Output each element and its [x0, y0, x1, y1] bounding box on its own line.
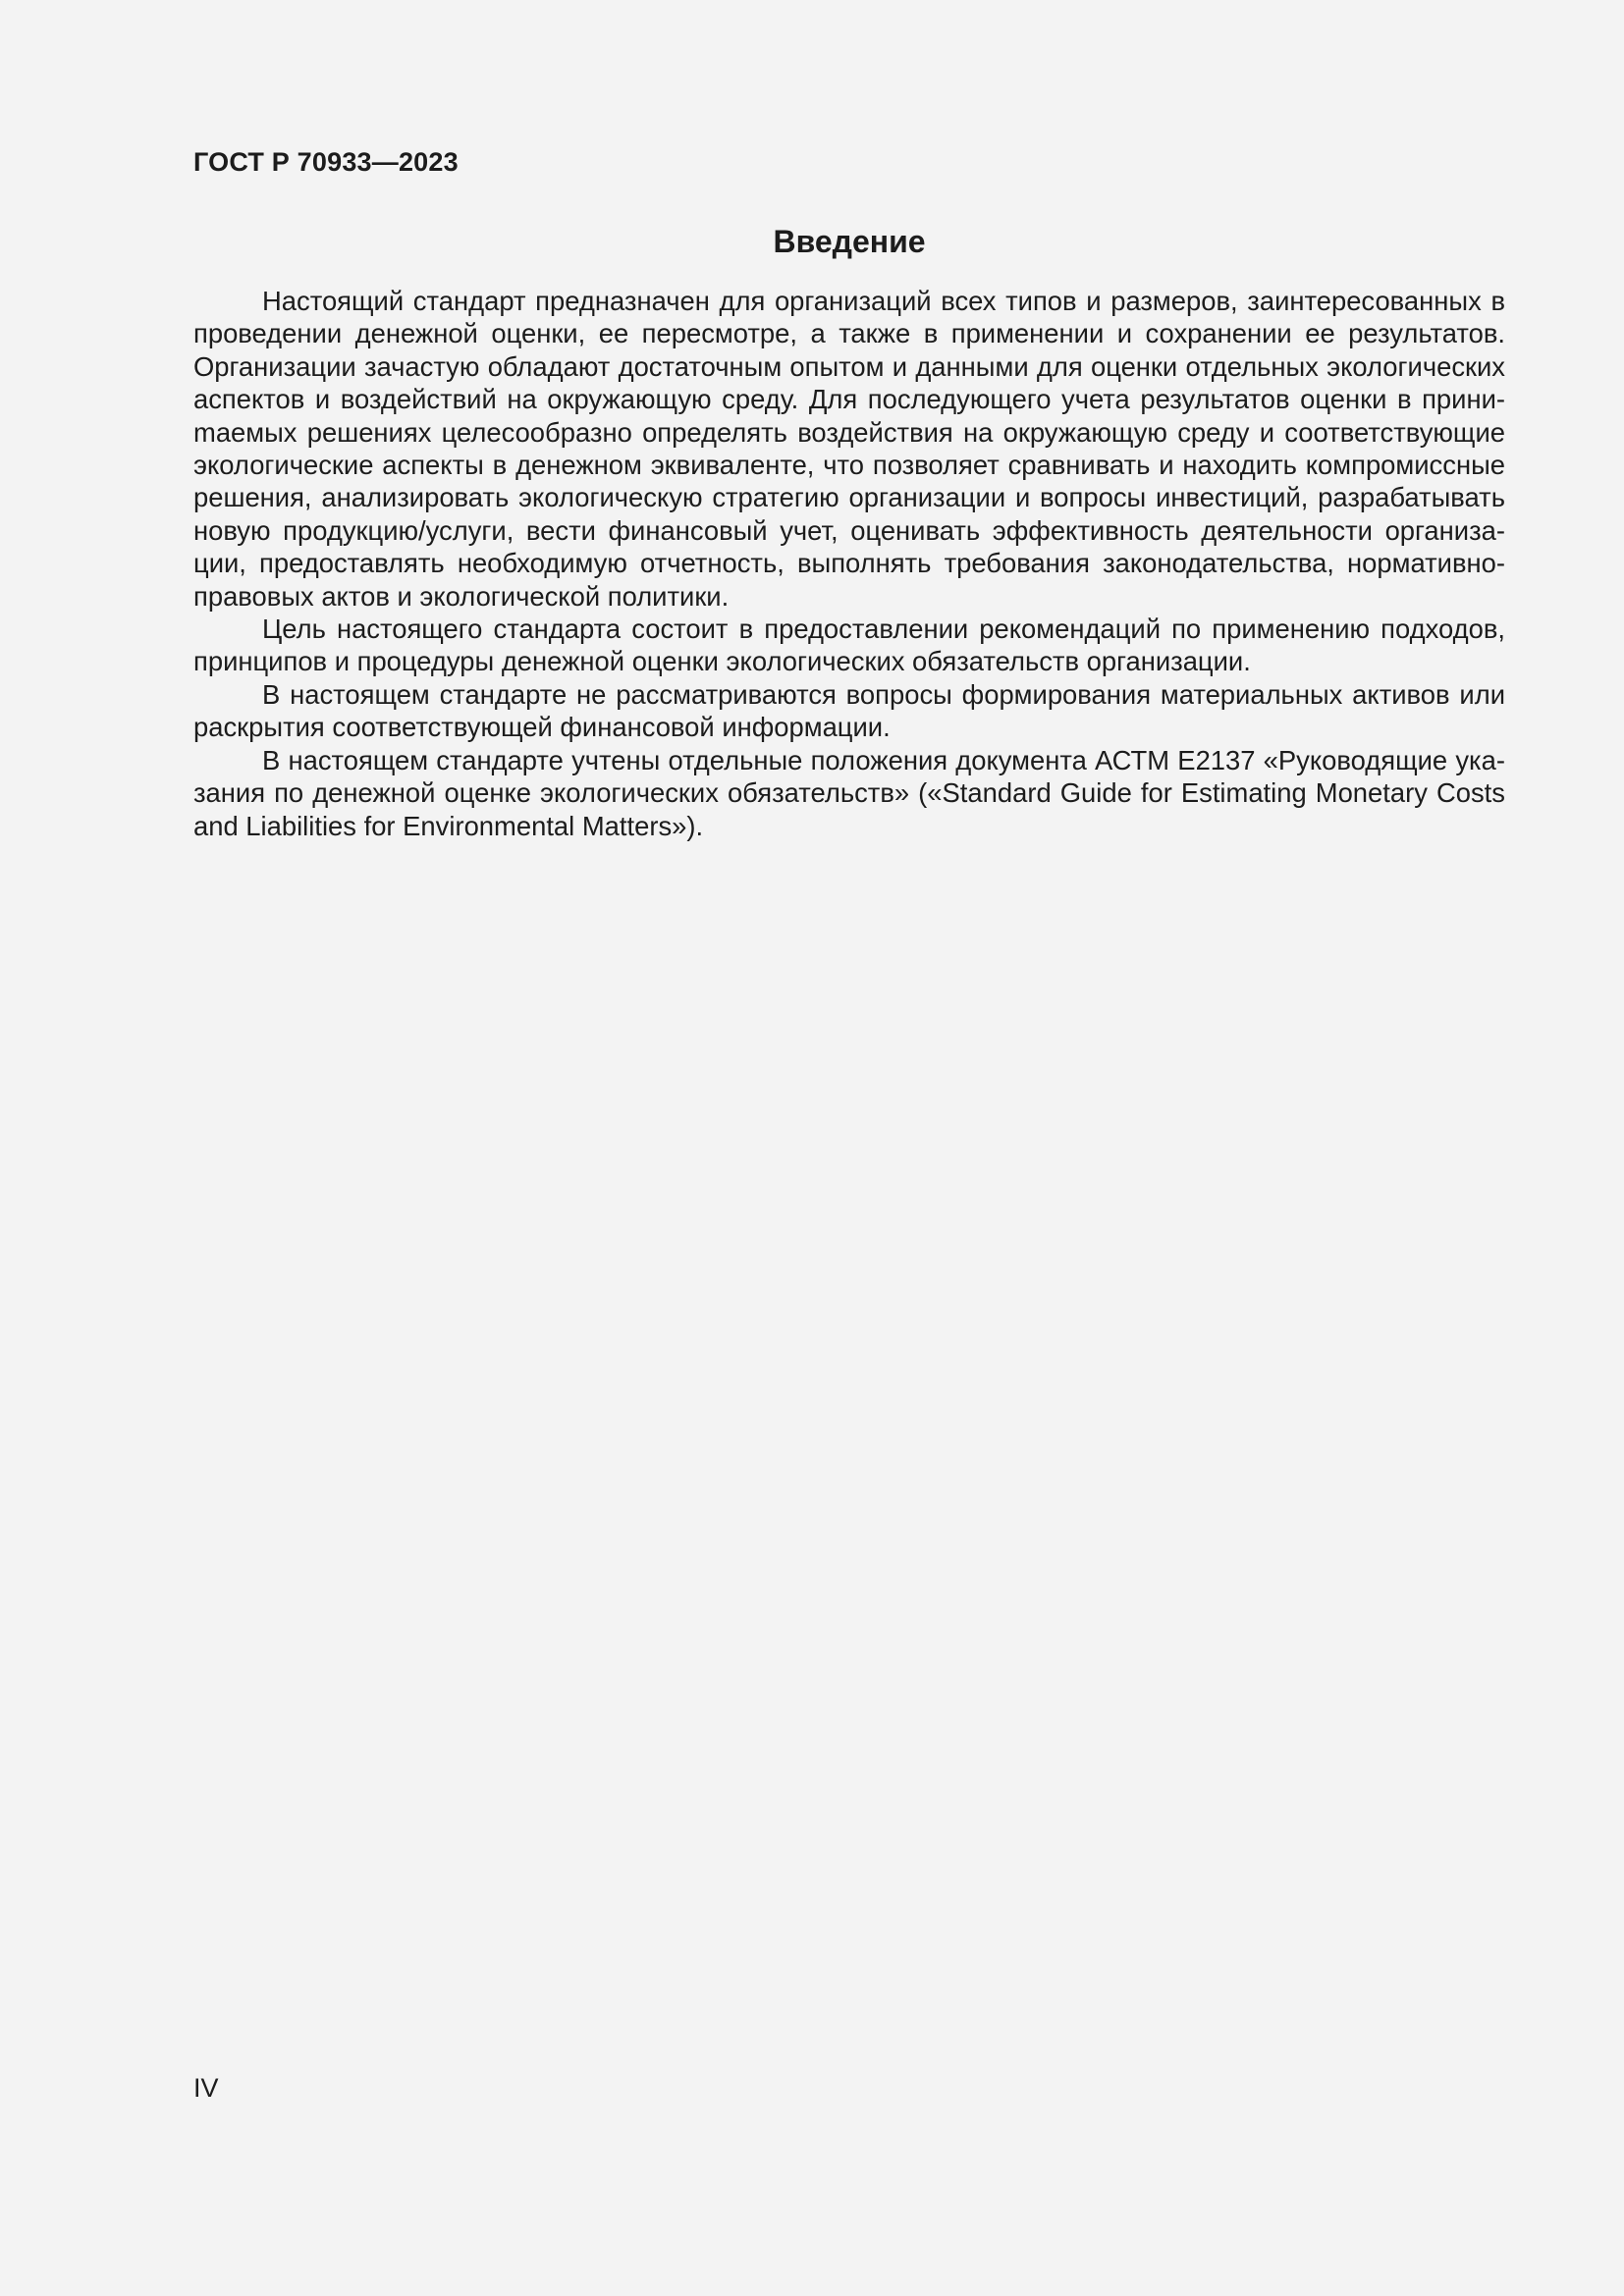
paragraph: Настоящий стандарт предназначен для организаций всех типов и размеров, заинтересованных в проведении денежной оценки, ее пересмотре, а также в применении и сохранении ее результатов. Организации зачастую обладают достаточным опытом и данными для оценки отдельных экологических аспектов и воздействий на окружающую среду. Для последующего учета результатов оценки в приниmаемых решениях целесообразно определять воздействия на окружающую среду и соответствующие экологические аспекты в денежном эквиваленте, что позволяет сравнивать и находить компромиссные решения, анализировать экологическую стратегию организации и вопросы инвестиций, разрабатывать новую продукцию/услуги, вести финансовый учет, оценивать эффективность деятельности организации, предоставлять необходимую отчетность, выполнять требования законодательства, нормативно-правовых актов и экологической политики.	[193, 286, 1505, 612]
document-code-header: ГОСТ Р 70933—2023	[193, 147, 459, 177]
paragraph: В настоящем стандарте не рассматриваются вопросы формирования материальных активов или раскрытия соответствующей финансовой информации.	[193, 678, 1505, 743]
paragraph: В настоящем стандарте учтены отдельные положения документа АСТМ Е2137 «Руководящие указания по денежной оценке экологических обязательств» («Standard Guide for Estimating Monetary Costs and Liabilities for Environmental Matters»).	[193, 744, 1505, 841]
section-title: Введение	[773, 224, 926, 259]
section-body	[193, 285, 1505, 842]
paragraph: Цель настоящего стандарта состоит в предоставлении рекомендаций по применению подходов, принципов и процедуры денежной оценки экологических обязательств организации.	[193, 614, 1505, 677]
page-number: IV	[193, 2073, 219, 2103]
